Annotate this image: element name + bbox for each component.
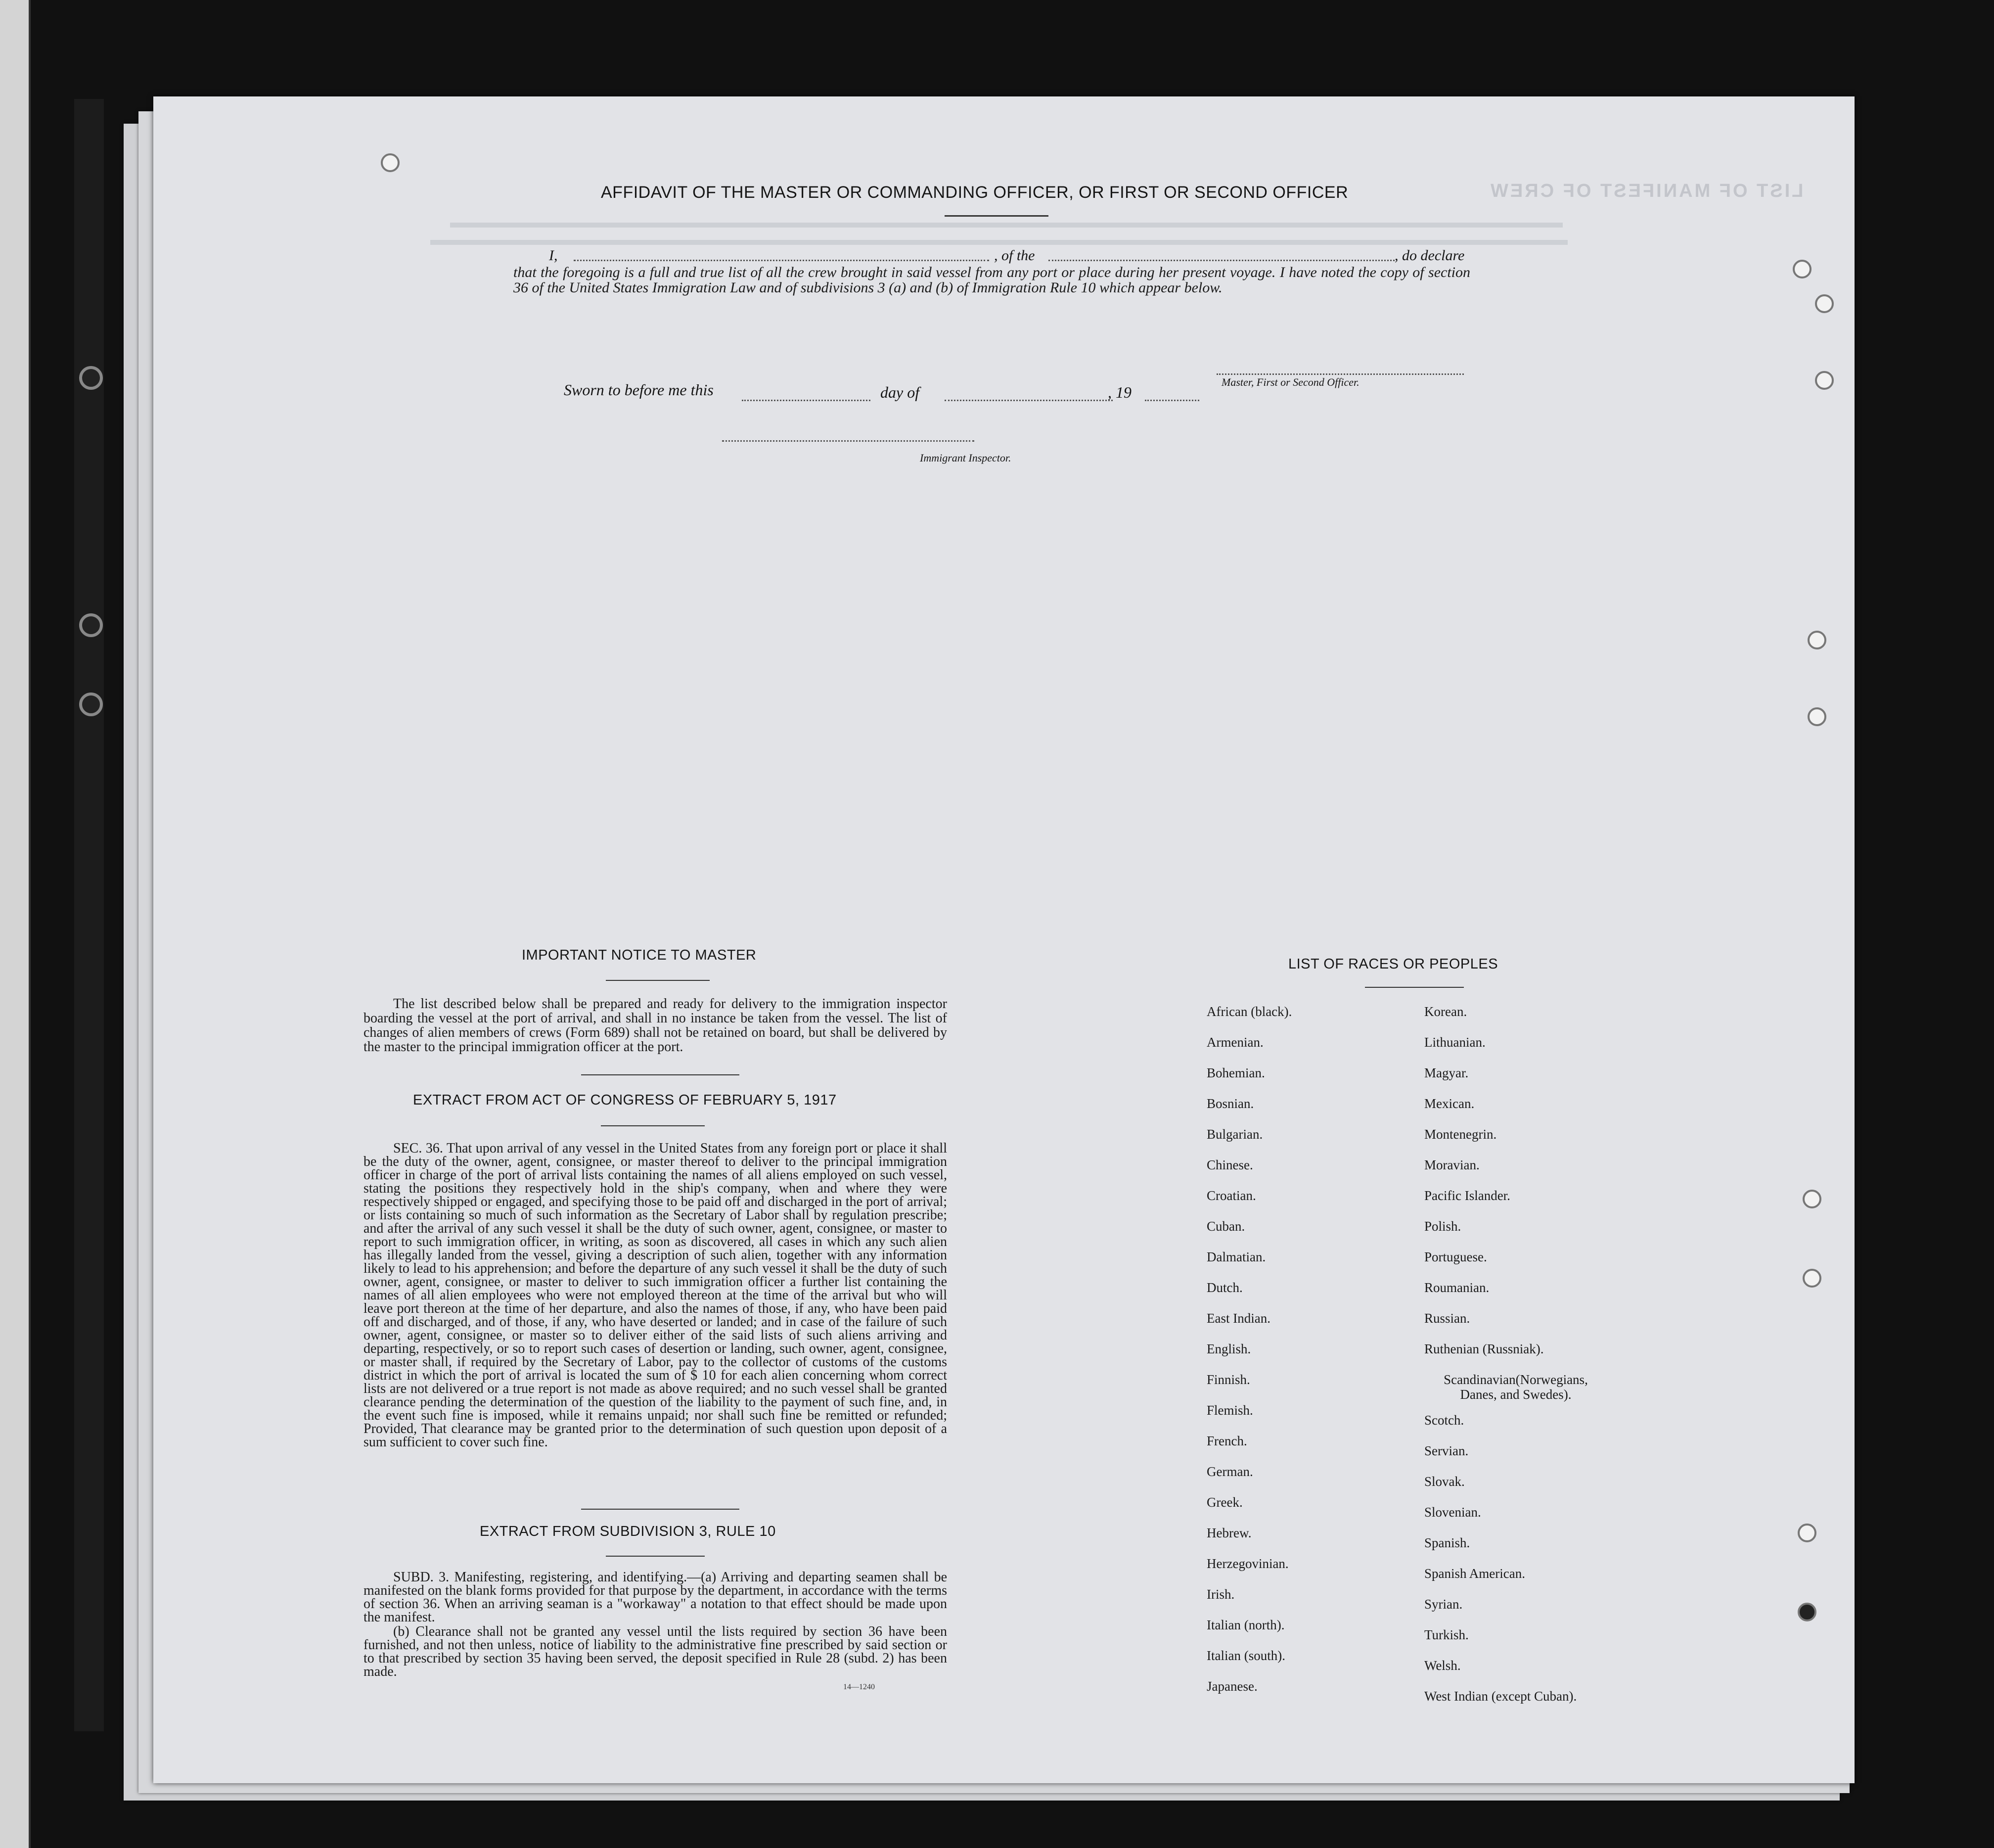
race-item: Hebrew. [1207, 1525, 1252, 1540]
race-item: Italian (south). [1207, 1648, 1285, 1663]
year-blank [1145, 400, 1199, 401]
race-item: Turkish. [1424, 1627, 1469, 1642]
race-item: East Indian. [1207, 1311, 1270, 1326]
race-item: Scandinavian(Norwegians, Danes, and Swedes). [1444, 1372, 1588, 1402]
act-title: EXTRACT FROM ACT OF CONGRESS OF FEBRUARY 5, 1917 [413, 1092, 837, 1108]
race-item: West Indian (except Cuban). [1424, 1689, 1577, 1704]
race-item: Servian. [1424, 1443, 1469, 1458]
race-item: Dalmatian. [1207, 1249, 1266, 1264]
rule-para-a: SUBD. 3. Manifesting, registering, and identifying.—(a) Arriving and departing seamen shall be manifested on the blank forms provided for that purpose by the department, in accordance with the terms of section 36. When an arriving seaman is a "workaway" a notation to that effect should be made upon the manifest. [363, 1570, 947, 1625]
master-signature-line [1217, 373, 1464, 375]
race-item: Armenian. [1207, 1035, 1264, 1050]
punch-hole [1803, 1269, 1821, 1288]
race-item: Spanish American. [1424, 1566, 1525, 1581]
binder-ring [79, 693, 103, 716]
punch-hole [1798, 1524, 1816, 1542]
affidavit-title: AFFIDAVIT OF THE MASTER OR COMMANDING OFFICER, OR FIRST OR SECOND OFFICER [601, 183, 1349, 202]
punch-hole [381, 153, 400, 172]
inspector-label: Immigrant Inspector. [920, 452, 1011, 464]
name-blank [574, 260, 989, 261]
affidavit-declare: , do declare [1395, 247, 1465, 264]
race-item: Montenegrin. [1424, 1127, 1497, 1142]
sworn-text: Sworn to before me this [564, 381, 714, 399]
race-item: Magyar. [1424, 1065, 1469, 1080]
punch-hole [1793, 260, 1812, 278]
affidavit-i: I, [549, 247, 558, 264]
race-item: Greek. [1207, 1495, 1243, 1510]
punch-hole [1808, 631, 1826, 649]
master-label: Master, First or Second Officer. [1222, 376, 1360, 388]
race-item: Scotch. [1424, 1413, 1464, 1428]
notice-title: IMPORTANT NOTICE TO MASTER [522, 947, 757, 963]
race-item: Irish. [1207, 1587, 1235, 1602]
race-item: Welsh. [1424, 1658, 1461, 1673]
race-item: Italian (north). [1207, 1617, 1285, 1632]
race-item: Bohemian. [1207, 1065, 1265, 1080]
day-of-text: day of [880, 383, 920, 401]
races-rule [1365, 987, 1464, 988]
adjacent-page-strip [0, 0, 30, 1848]
race-item: Finnish. [1207, 1372, 1250, 1387]
binder-spine [74, 99, 104, 1731]
race-item: Mexican. [1424, 1096, 1475, 1111]
punch-hole [1803, 1190, 1821, 1208]
vessel-blank [1048, 260, 1395, 261]
race-item: Bosnian. [1207, 1096, 1254, 1111]
notice-rule [606, 980, 710, 981]
race-item: Flemish. [1207, 1403, 1253, 1418]
binder-ring [79, 366, 103, 390]
race-item: Chinese. [1207, 1157, 1253, 1172]
punch-hole [1808, 707, 1826, 726]
act-rule [601, 1125, 705, 1126]
punch-hole [1798, 1603, 1816, 1621]
notice-body: The list described below shall be prepared and ready for delivery to the immigration inspector boarding the vessel at the port of arrival, and shall in no instance be taken from the vessel. The list of changes of alien members of crews (Form 689) shall not be retained on board, but shall be delivered by the master to the principal immigration officer at the port. [363, 996, 947, 1055]
race-item: Lithuanian. [1424, 1035, 1486, 1050]
race-item: Portuguese. [1424, 1249, 1487, 1264]
race-item: African (black). [1207, 1004, 1292, 1019]
race-item: Japanese. [1207, 1679, 1258, 1694]
punch-hole [1815, 371, 1834, 390]
form-number: 14—1240 [843, 1683, 875, 1691]
rule-para-b: (b) Clearance shall not be granted any vessel until the lists required by section 36 have been furnished, and not then unless, notice of liability to the administrative fine prescribed by said section or to that prescribed by section 35 having been served, the deposit specified in Rule 28 (subd. 2) has been made. [363, 1624, 947, 1679]
race-item: Herzegovinian. [1207, 1556, 1289, 1571]
title-rule [945, 215, 1048, 217]
act-body: SEC. 36. That upon arrival of any vessel in the United States from any foreign port or place it shall be the duty of the owner, agent, consignee, or master thereof to deliver to the principal immigration officer in charge of the port of arrival lists containing the names of all aliens employed on such vessel, stating the positions they respectively hold in the ship's company, when and where they were respectively shipped or engaged, and specifying those to be paid off and discharged in the port of arrival; or lists containing so much of such information as the Secretary of Labor shall by regulation prescribe; and after the arrival of any such vessel it shall be the duty of such owner, agent, consignee, or master to report to such immigration officer, in writing, as soon as discovered, all cases in which any such alien has illegally landed from the vessel, giving a description of such alien, together with any information likely to lead to his apprehension; and before the departure of any such vessel it shall be the duty of such owner, agent, consignee, or master to deliver to such immigration officer a further list containing the names of all alien employees who were not employed thereon at the time of the arrival but who will leave port thereon at the time of her departure, and also the names of those, if any, who have been paid off and discharged, and of those, if any, who have deserted or landed; and in case of the failure of such owner, agent, consignee, or master so to deliver either of the said lists of such aliens arriving and departing, respectively, or so to report such cases of desertion or landing, such owner, agent, consignee, or master shall, if required by the Secretary of Labor, pay to the collector of customs of the customs district in which the port of arrival is located the sum of $ 10 for each alien concerning whom correct lists are not delivered or a true report is not made as above required; and no such vessel shall be granted clearance pending the determination of the question of the liability to the payment of such fine, and, in the event such fine is imposed, while it remains unpaid; nor shall such fine be remitted or refunded; Provided, That clearance may be granted prior to the determination of such question upon deposit of a sum sufficient to cover such fine. [363, 1141, 947, 1450]
race-item: Slovak. [1424, 1474, 1465, 1489]
race-item: Cuban. [1207, 1219, 1245, 1234]
race-item: Croatian. [1207, 1188, 1256, 1203]
race-item: Ruthenian (Russniak). [1424, 1341, 1544, 1356]
race-item: English. [1207, 1341, 1251, 1356]
affidavit-body: that the foregoing is a full and true list of all the crew brought in said vessel from any port or place during her present voyage. I have noted the copy of section 36 of the United States Immigration Law and of subdivisions 3 (a) and (b) of Immigration Rule 10 which appear below. [513, 264, 1470, 296]
race-item: Moravian. [1424, 1157, 1480, 1172]
bleed-through-text: LIST OF MANIFEST OF CREW [1489, 181, 1804, 201]
race-item: French. [1207, 1433, 1247, 1448]
inspector-signature-line [722, 440, 974, 442]
race-item: Korean. [1424, 1004, 1467, 1019]
race-item: German. [1207, 1464, 1253, 1479]
races-title: LIST OF RACES OR PEOPLES [1288, 956, 1498, 972]
race-item: Roumanian. [1424, 1280, 1490, 1295]
binder-ring [79, 613, 103, 637]
day-blank [742, 400, 870, 401]
strip-edge [29, 0, 31, 1848]
race-item: Bulgarian. [1207, 1127, 1263, 1142]
year-prefix: , 19 [1108, 383, 1132, 401]
race-item: Russian. [1424, 1311, 1470, 1326]
punch-hole [1815, 294, 1834, 313]
rule-title: EXTRACT FROM SUBDIVISION 3, RULE 10 [480, 1524, 776, 1539]
race-item: Dutch. [1207, 1280, 1243, 1295]
affidavit-of-the: , of the [994, 247, 1035, 264]
section-divider [581, 1074, 739, 1075]
bleed-through-line [450, 223, 1563, 228]
race-item: Syrian. [1424, 1597, 1463, 1612]
section-divider [581, 1509, 739, 1510]
rule-rule [606, 1556, 705, 1557]
race-item: Spanish. [1424, 1535, 1470, 1550]
document-page [153, 96, 1855, 1783]
bleed-through-line [430, 240, 1568, 245]
race-item: Slovenian. [1424, 1505, 1481, 1520]
race-item: Polish. [1424, 1219, 1461, 1234]
race-item: Pacific Islander. [1424, 1188, 1510, 1203]
month-blank [945, 400, 1113, 401]
